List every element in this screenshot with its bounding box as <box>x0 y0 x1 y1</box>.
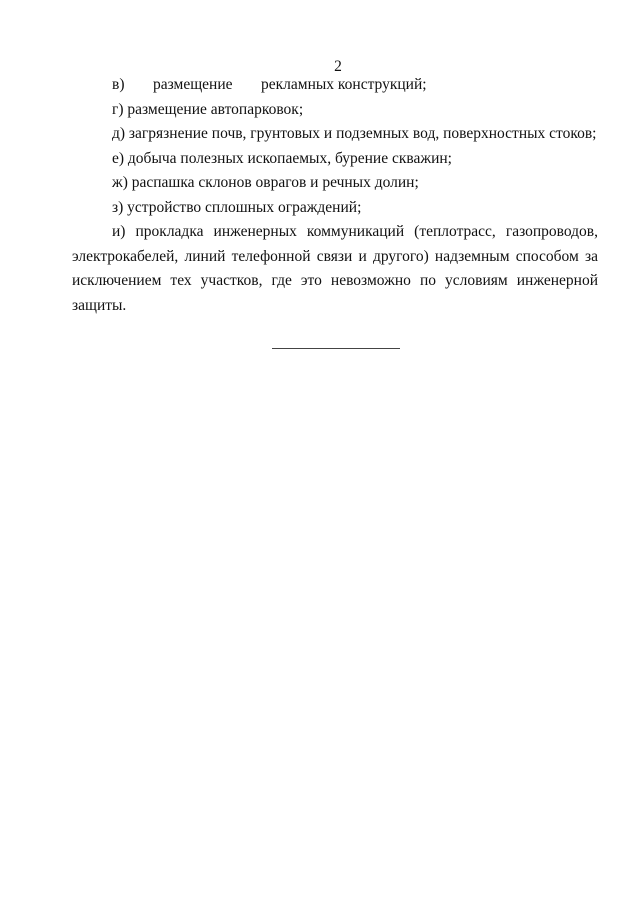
list-item-zh: ж) распашка склонов оврагов и речных долин; <box>112 174 419 191</box>
list-item-v-rest: рекламных конструкций; <box>261 76 427 93</box>
list-item-v-marker: в) <box>112 76 125 93</box>
end-separator-line <box>272 348 400 349</box>
list-item-v-word: размещение <box>153 76 233 93</box>
page-number: 2 <box>334 58 342 75</box>
document-body <box>72 73 598 318</box>
list-item-z: з) устройство сплошных ограждений; <box>112 198 362 216</box>
list-item-v <box>72 73 598 98</box>
list-item-e: е) добыча полезных ископаемых, бурение скважин; <box>112 149 452 167</box>
list-item-g: г) размещение автопарковок; <box>112 100 304 118</box>
list-item-d: д) загрязнение почв, грунтовых и подземных вод, поверхностных стоков; <box>112 125 597 142</box>
list-item-i: и) прокладка инженерных коммуникаций (теплотрасс, газопроводов, электрокабелей, линий телефонной связи и другого) надземным способом за исключением тех участков, где это невозможно по условиям инженерной защиты. <box>72 223 598 314</box>
